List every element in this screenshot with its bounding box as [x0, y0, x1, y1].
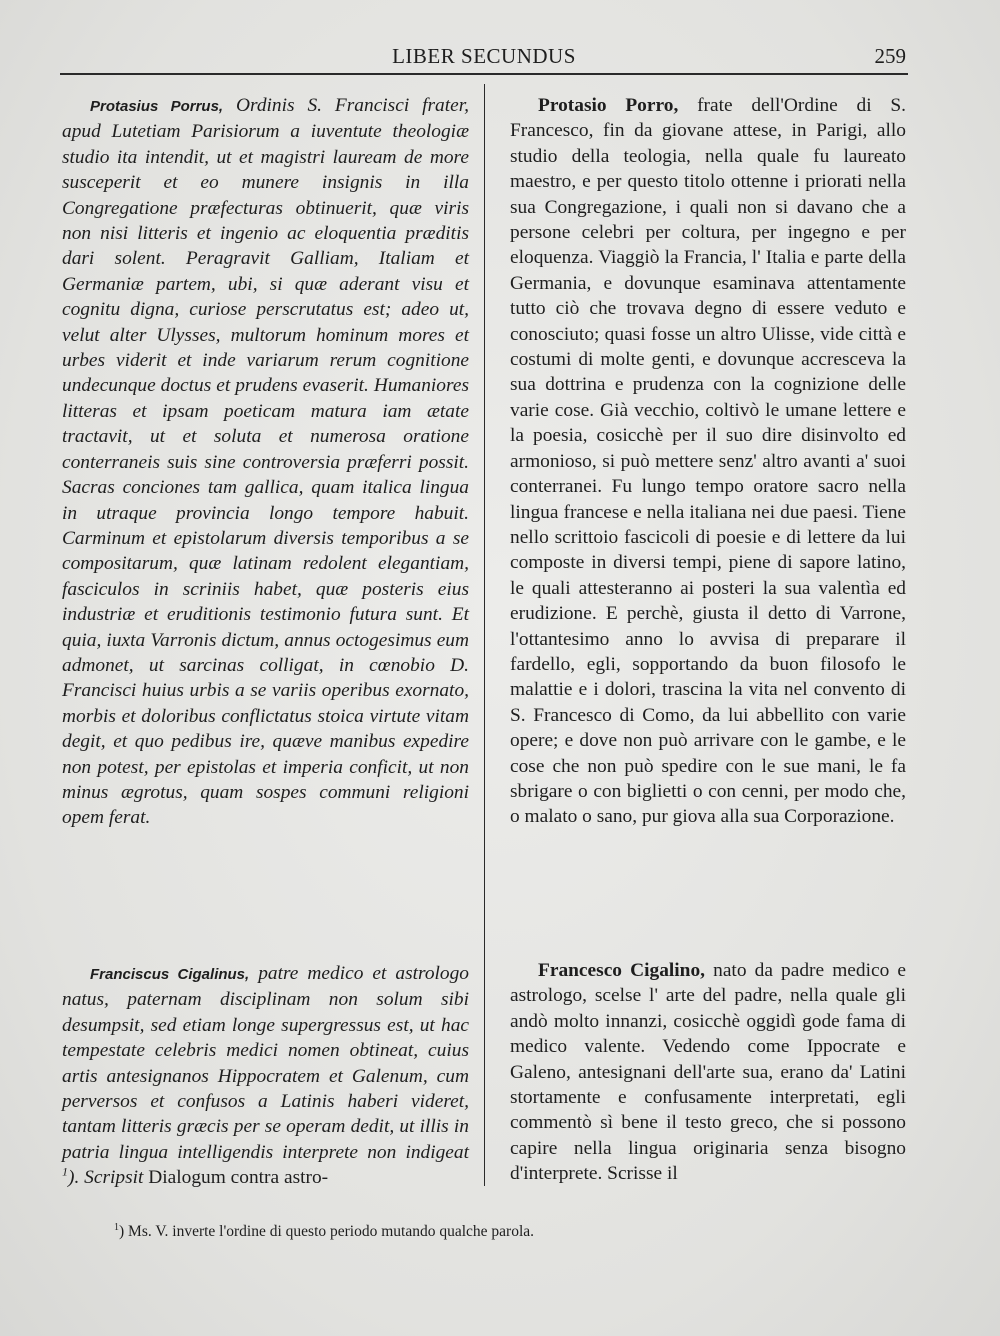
page-number: 259 [874, 44, 906, 68]
footnote-mark: 1 [114, 1222, 119, 1233]
italian-entry-text: nato da padre medico e astrologo, scelse l' arte del padre, nella quale gli andò molto innanzi, cosicchè oggidì gode fama di medico valente. Vedendo come Ippocrate e Galeno, antesignani dell'arte sua, erano da' Latini stortamente e confusamente interpretati, egli commentò sì bene il testo greco, che si possono capire nella lingua originaria senza bisogno d'interprete. Scrisse il [510, 960, 906, 1185]
latin-entry-name: Protasius Porrus, [90, 98, 224, 115]
page-header [60, 44, 908, 72]
latin-entry-porrus [62, 93, 469, 831]
footnote-text: ) Ms. V. inverte l'ordine di questo periodo mutando qualche parola. [119, 1223, 535, 1241]
footnote-marker: 1 [62, 1164, 68, 1179]
italian-entry-text: frate dell'Ordine di S. Francesco, fin da giovane attese, in Parigi, allo studio della teologia, nella quale fu laureato maestro, e per questo titolo ottenne i priorati nella sua Congregazione, i quali non si davano che a persone celebri per coltura, per ingegno e per eloquenza. Viaggiò la Francia, l' Italia e parte della Germania, e dovunque esaminava attentamente tutto ciò che trovava degno di essere veduto e conosciuto; quasi fosse un altro Ulisse, vide città e costumi di molte genti, e dovunque accresceva la sua dottrina e prudenza con la cognizione delle varie cose. Già vecchio, coltivò le umane lettere e la poesia, cosicchè per il suo dire disinvolto ed armonioso, si può mettere senz' altro avanti a' suoi conterranei. Fu lungo tempo oratore sacro nella lingua francese e nella italiana nei due paesi. Tiene nello scrittoio fascicoli di poesie e di lettere da lui composte in diversi tempi, piene di sapore latino, le quali attesteranno ai posteri la sua valentìa ed erudizione. E perchè, giusta il detto di Varrone, l'ottantesimo anno lo avvisa di preparare il fardello, egli, sopportando da buon filosofo le malattie e i dolori, trascina la vita nel convento di S. Francesco di Como, da lui abbellito con varie opere; e dove non può arrivare con le gambe, e le cose che non può spedire con le sue mani, le fa sbrigare o con biglietti o con cenni, per modo che, o malato o sano, pur giova alla sua Corporazione. [510, 95, 906, 828]
footnote [114, 1222, 534, 1241]
latin-entry-text: Ordinis S. Francisci frater, apud Lutetiam Parisiorum a iuventute theologiæ studio ita intendit, ut et magistri lauream de more susceperit et eo munere insignis in illa Congregatione præfecturas obtinuerit, quæ viris non nisi litteris et ingenio ac eloquentia præditis dari solent. Peragravit Galliam, Italiam et Germaniæ partem, ubi, si quæ aderant visu et cognitu digna, curiose perscrutatus est; adeo ut, velut alter Ulysses, multorum hominum mores et urbes viderit et inde variarum rerum cognitione undecunque doctus et prudens evaserit. Humaniores litteras et ipsam poeticam matura iam ætate tractavit, ut et soluta et numerosa oratione conterraneis suis sine controversia præferri possit. Sacras conciones tam gallica, quam italica lingua in utraque provincia longo tempore habuit. Carminum et epistolarum diversis temporibus a se compositarum, quæ latinam redolent elegantiam, fasciculos in scriniis habet, quæ posteris eius industriæ et eruditionis testimonio futura sunt. Et quia, iuxta Varronis dictum, annus octogesimus eum admonet, ut sarcinas colligat, in cœnobio D. Francisci huius urbis a se variis operibus exornato, morbis et doloribus conflictatus stoica virtute vitam degit, et quo pedibus ire, quæve manibus expedire non potest, per epistolas et imperia conficit, ut non minus ægrotus, quam sospes communi religioni opem ferat. [62, 95, 469, 829]
header-rule [60, 73, 908, 75]
running-title: LIBER SECUNDUS [392, 44, 576, 68]
column-divider [484, 84, 485, 1186]
italian-entry-name: Protasio Porro, [538, 95, 679, 116]
latin-entry-text: patre medico et astrologo natus, paternam disciplinam non solum sibi desumpsit, sed etiam longe supergressus est, ut hac tempestate celebris medici nomen obtineat, cuius artis antesignanos Hippocratem et Galenum, cum perversos et confusos a Latinis haberi videret, tantam litteris græcis per se operam dedit, ut illis in patria lingua intelligendis interprete non indigeat [62, 963, 469, 1163]
italian-entry-cigalino [510, 958, 906, 1187]
latin-entry-upright-text: Dialogum contra astro- [148, 1167, 329, 1189]
latin-entry-text-cont: ). Scripsit [68, 1167, 144, 1189]
latin-entry-cigalinus [62, 961, 469, 1191]
latin-entry-name: Franciscus Cigalinus, [90, 966, 250, 983]
italian-entry-name: Francesco Cigalino, [538, 960, 705, 981]
italian-entry-porro [510, 93, 906, 830]
